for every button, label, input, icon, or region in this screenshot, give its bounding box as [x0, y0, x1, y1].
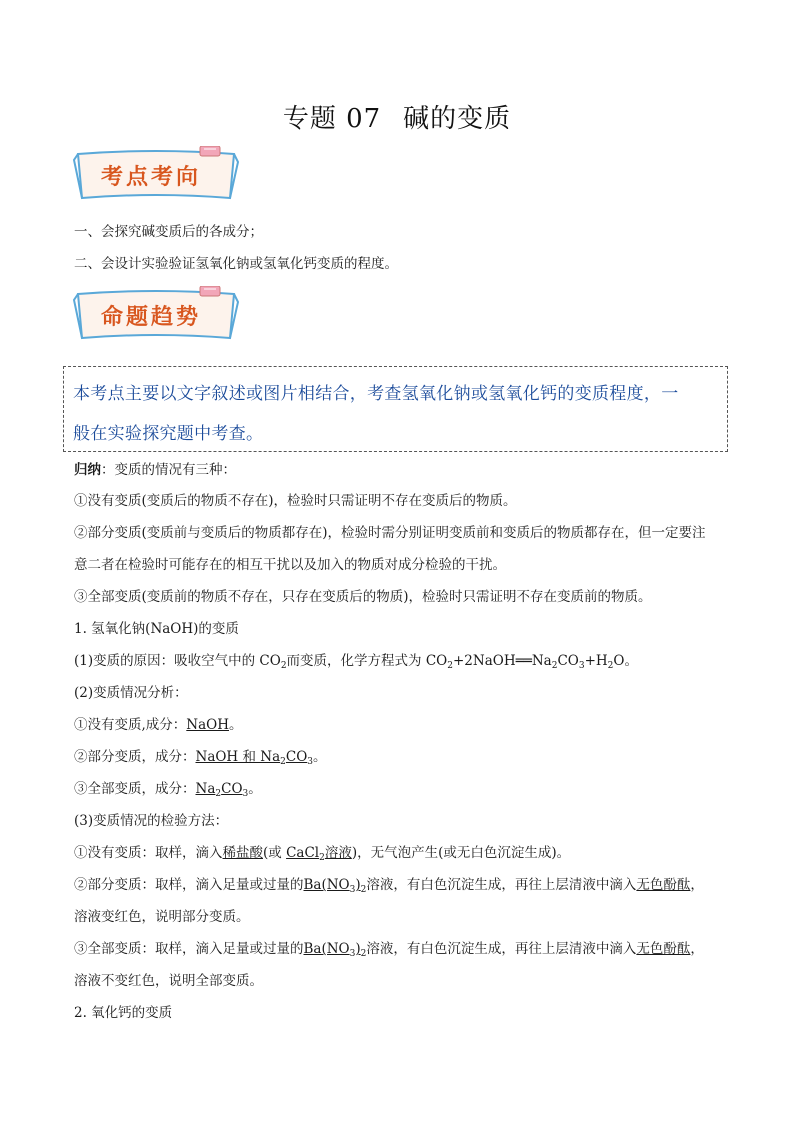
method-3-line-1: ③全部变质：取样，滴入足量或过量的$Ba(NO_3)_2$溶液，有白色沉淀生成，再往上层清液中滴入无色酚酞， — [74, 941, 704, 959]
method-3-line-2: 溶液不变红色，说明全部变质。 — [74, 973, 263, 989]
summary-intro: 归纳：变质的情况有三种： — [74, 462, 236, 478]
case-2-line-2: 意二者在检验时可能存在的相互干扰以及加入的物质对成分检验的干扰。 — [74, 557, 506, 573]
method-2-line-1: ②部分变质：取样，滴入足量或过量的$Ba(NO_3)_2$溶液，有白色沉淀生成，再往上层清液中滴入无色酚酞， — [74, 877, 704, 895]
analysis-1: ①没有变质,成分：NaOH。 — [74, 717, 243, 733]
summary-label: 归纳 — [74, 462, 101, 478]
naoh-cause: (1)变质的原因：吸收空气中的 $CO_2$而变质，化学方程式为 $CO_2+2NaOH══Na_2CO_3+H_2O$。 — [74, 653, 638, 671]
objective-2: 二、会设计实验验证氢氧化钠或氢氧化钙变质的程度。 — [74, 256, 398, 272]
trend-line-2: 般在实验探究题中考查。 — [73, 424, 264, 444]
case-3: ③全部变质(变质前的物质不存在，只存在变质后的物质)，检验时只需证明不存在变质前的物质。 — [74, 589, 652, 605]
case-1: ①没有变质(变质后的物质不存在)，检验时只需证明不存在变质后的物质。 — [74, 493, 517, 509]
method-2-line-2: 溶液变红色，说明部分变质。 — [74, 909, 250, 925]
badge-exam-points — [72, 146, 240, 206]
trend-box — [63, 366, 728, 452]
title-number: 专题 07 — [282, 104, 382, 134]
naoh-methods-heading: (3)变质情况的检验方法： — [74, 813, 229, 829]
trend-line-1: 本考点主要以文字叙述或图片相结合，考查氢氧化钠或氢氧化钙的变质程度，一 — [73, 384, 679, 404]
naoh-analysis-heading: (2)变质情况分析： — [74, 685, 188, 701]
analysis-3: ③全部变质，成分：$Na_2CO_3$。 — [74, 781, 262, 799]
badge-label: 考点考向 — [100, 165, 201, 190]
case-2-line-1: ②部分变质(变质前与变质后的物质都存在)，检验时需分别证明变质前和变质后的物质都存在，但一定要注 — [74, 525, 706, 541]
badge-trend — [72, 286, 240, 346]
naoh-heading: 1. 氢氧化钠(NaOH)的变质 — [74, 621, 239, 637]
page-title — [0, 98, 794, 135]
badge-label: 命题趋势 — [100, 305, 201, 330]
objective-1: 一、会探究碱变质后的各成分； — [74, 224, 263, 240]
cao-heading: 2. 氧化钙的变质 — [74, 1005, 173, 1021]
method-1: ①没有变质：取样，滴入稀盐酸(或 CaCl$_2$溶液)，无气泡产生(或无白色沉淀生成)。 — [74, 845, 571, 863]
analysis-2: ②部分变质，成分：NaOH 和 $Na_2CO_3$。 — [74, 749, 327, 767]
title-topic: 碱的变质 — [403, 104, 512, 134]
